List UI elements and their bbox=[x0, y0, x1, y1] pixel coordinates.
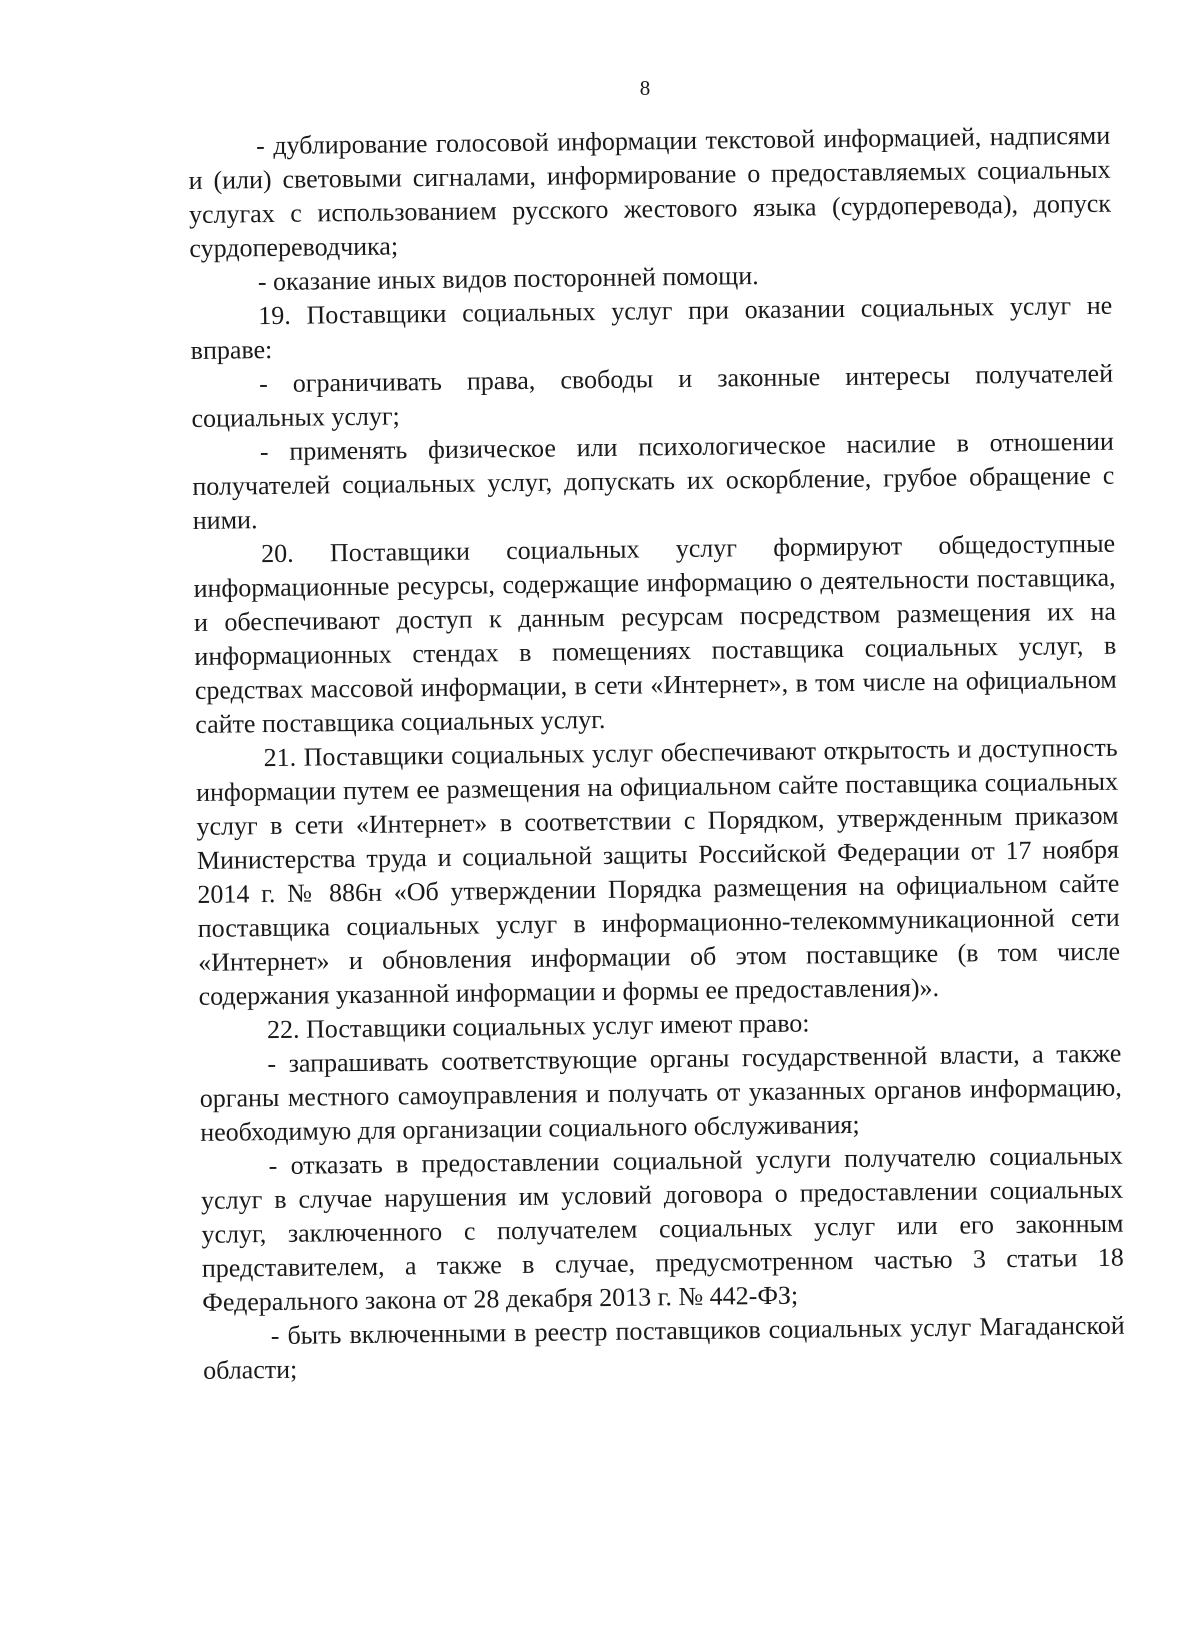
document-body bbox=[188, 119, 1125, 1388]
paragraph-21: 21. Поставщики социальных услуг обеспечивают открытость и доступность информации путем ее размещения на официальном сайте поставщика социальных услуг в сети «Интернет» в соответствии с Порядком, утвержденным приказом Министерства труда и социальной защиты Российской Федерации от 17 ноября 2014 г. № 886н «Об утверждении Порядка размещения на официальном сайте поставщика социальных услуг в информационно-телекоммуникационной сети «Интернет» и обновления информации об этом поставщике (в том числе содержания указанной информации и формы ее предоставления)». bbox=[195, 732, 1121, 1011]
paragraph-19-heading: 19. Поставщики социальных услуг при оказании социальных услуг не вправе: bbox=[190, 290, 1113, 365]
paragraph-19-violence: - применять физическое или психологическое насилие в отношении получателей социальных услуг, допускать их оскорбление, грубое обращение с ними. bbox=[192, 426, 1115, 535]
paragraph-20: 20. Поставщики социальных услуг формируют общедоступные информационные ресурсы, содержащие информацию о деятельности поставщика, и обеспечивают доступ к данным ресурсам посредством размещения их на информационных стендах в помещениях поставщика социальных услуг, в средствах массовой информации, в сети «Интернет», в том числе на официальном сайте поставщика социальных услуг. bbox=[193, 528, 1117, 739]
paragraph-22-request-info: - запрашивать соответствующие органы государственной власти, а также органы местного самоуправления и получать от указанных органов информацию, необходимую для организации социального обслуживания; bbox=[199, 1038, 1122, 1147]
paragraph-22-refuse-service: - отказать в предоставлении социальной услуги получателю социальных услуг в случае нарушения им условий договора о предоставлении социальных услуг, заключенного с получателем социальных услуг или его законным представителем, а также в случае, предусмотренном частью 3 статьи 18 Федерального закона от 28 декабря 2013 г. № 442-ФЗ; bbox=[200, 1140, 1125, 1317]
paragraph-22-registry: - быть включенными в реестр поставщиков социальных услуг Магаданской области; bbox=[202, 1310, 1125, 1385]
paragraph-sign-language: - дублирование голосовой информации текстовой информацией, надписями и (или) световыми сигналами, информирование о предоставляемых социальных услугах с использованием русского жестового языка (сурдоперевода), допуск сурдопереводчика; bbox=[188, 120, 1112, 263]
paragraph-other-assistance: - оказание иных видов посторонней помощи. bbox=[257, 261, 759, 297]
page-number: 8 bbox=[639, 76, 651, 100]
paragraph-22-heading: 22. Поставщики социальных услуг имеют право: bbox=[266, 1008, 810, 1045]
paragraph-19-rights: - ограничивать права, свободы и законные интересы получателей социальных услуг; bbox=[191, 358, 1114, 433]
